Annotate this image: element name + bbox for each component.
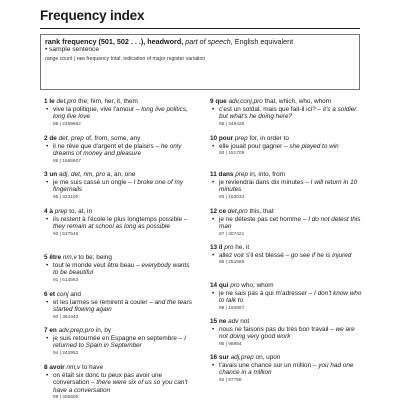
example-french: ils restent à l'école le plus longtemps possible – <box>53 215 188 223</box>
example-english: it's a soldier. but what's he doing here? <box>219 105 358 121</box>
example-english: there were six of us so you can't have a conversation <box>53 379 188 394</box>
example-english: I do not detest this man <box>219 215 361 231</box>
entry-frequency-stats: 92 | 97798 <box>219 377 242 383</box>
dictionary-entry <box>210 98 362 128</box>
entry-part-of-speech: adv <box>228 318 239 325</box>
bullet-icon: • <box>46 334 49 342</box>
entry-headword-line <box>210 318 362 326</box>
key-stats-line: range count | raw frequency total, indication of major register variation <box>45 55 206 62</box>
example-english: I will return in 10 minutes <box>219 178 358 194</box>
entry-number: 16 <box>210 354 218 361</box>
example-french: je me suis cassé un ongle – <box>53 178 132 186</box>
entry-gloss: to have <box>82 364 104 371</box>
entry-headword-line <box>210 98 362 106</box>
example-english: they remain at school as long as possible <box>53 223 170 231</box>
entry-number: 2 <box>44 135 48 142</box>
entry-headword-line <box>44 364 196 372</box>
dictionary-entry <box>210 318 362 348</box>
dictionary-entry <box>210 354 362 384</box>
entry-gloss: of, from, some, any <box>85 135 141 142</box>
entry-part-of-speech: prep <box>234 135 248 142</box>
example-english: go see if he is injured <box>290 251 352 259</box>
example-french: elle jouait pour gagner – <box>219 142 288 150</box>
entry-number: 10 <box>210 135 218 142</box>
entry-frequency-stats: 93 | 537546 <box>53 231 79 237</box>
entry-headword: qui <box>218 282 229 289</box>
bullet-icon: • <box>46 298 49 306</box>
example-french: et les larmes se remirent à couler – <box>53 298 153 306</box>
dictionary-entry <box>210 171 362 201</box>
dictionary-entry <box>44 364 196 401</box>
dictionary-entry <box>210 244 362 266</box>
entry-example <box>44 262 196 277</box>
entry-key-box <box>40 34 360 90</box>
entry-number: 11 <box>210 171 217 178</box>
entry-headword: un <box>49 171 58 178</box>
dictionary-entry <box>210 208 362 238</box>
entry-headword: à <box>49 208 53 215</box>
dictionary-entry <box>210 282 362 312</box>
entry-frequency-stats: 89 | 160867 <box>219 305 245 311</box>
entry-frequency-stats: 89 | 2359662 <box>53 121 81 127</box>
entry-part-of-speech: prep <box>235 171 249 178</box>
entry-headword-line <box>210 244 362 252</box>
entry-gloss: to, at, in <box>69 208 93 215</box>
bullet-icon: • <box>212 361 215 369</box>
dictionary-entry <box>44 135 196 165</box>
bullet-icon: • <box>46 178 49 186</box>
entry-headword: ne <box>218 318 227 325</box>
example-french: c'est un soldat. mais que fait-il ici? – <box>219 105 322 113</box>
entry-headword: il <box>218 244 223 251</box>
dictionary-entry <box>44 98 196 128</box>
bullet-icon: • <box>212 178 215 186</box>
example-french: t'avais une chance sur un million – <box>219 361 317 369</box>
example-french: nous ne faisons pas du très bon travail – <box>219 325 334 333</box>
entry-number: 3 <box>44 171 48 178</box>
example-english: long live politics, long live love <box>53 105 188 121</box>
key-format-bold: rank frequency (501, 502 . . .), headword, <box>45 37 184 46</box>
example-english: I returned to Spain in September <box>53 334 186 350</box>
entry-example <box>210 290 362 305</box>
entry-headword: et <box>49 291 56 298</box>
entry-headword: être <box>49 254 62 261</box>
bullet-icon: • <box>212 215 215 223</box>
entry-headword: pour <box>218 135 234 142</box>
entry-gloss: not <box>240 318 250 325</box>
example-english: he only dreams of money and pleasure <box>53 142 182 158</box>
entry-headword-line <box>210 282 362 290</box>
entry-part-of-speech: adj,prep <box>230 354 254 361</box>
example-french: on était six donc tu peux pas avoir une conversation – <box>53 371 163 387</box>
entry-number: 1 <box>44 98 48 105</box>
example-english: she played to win <box>289 142 339 150</box>
entry-frequency-stats: 93 | 151709 <box>219 151 245 157</box>
entry-headword: en <box>49 327 57 334</box>
entry-example <box>210 362 362 377</box>
entry-example <box>44 299 196 314</box>
entry-headword-line <box>44 254 196 262</box>
entry-example <box>44 106 196 121</box>
bullet-icon: • <box>212 105 215 113</box>
example-french: il ne rêve que d'argent et de plaisirs – <box>53 142 160 150</box>
title-rule <box>40 28 360 29</box>
entry-number: 7 <box>44 327 48 334</box>
entry-headword-line <box>210 354 362 362</box>
bullet-icon: • <box>212 142 215 150</box>
key-format-line <box>45 38 355 46</box>
entry-number: 9 <box>210 98 214 105</box>
dictionary-entry <box>210 135 362 157</box>
example-english: and the tears started flowing again <box>53 298 192 314</box>
entry-gloss: a, an, one <box>106 171 136 178</box>
entry-example <box>44 143 196 158</box>
example-english: I don't know who to talk to <box>219 289 362 305</box>
entry-headword: avoir <box>49 364 65 371</box>
entry-frequency-stats: 94 | 242952 <box>53 350 79 356</box>
entry-example <box>44 179 196 194</box>
entry-headword-line <box>44 98 196 106</box>
entry-gloss: and <box>70 291 81 298</box>
entry-frequency-stats: 88 | 348428 <box>219 121 245 127</box>
entry-number: 6 <box>44 291 48 298</box>
entry-frequency-stats: 87 | 307421 <box>219 231 245 237</box>
entry-number: 15 <box>210 318 218 325</box>
entry-headword-line <box>44 291 196 299</box>
entry-headword: ce <box>218 208 226 215</box>
entry-gloss: for, in order to <box>249 135 289 142</box>
entry-headword: le <box>49 98 55 105</box>
entry-headword: dans <box>218 171 234 178</box>
entry-gloss: he, it <box>235 244 250 251</box>
dictionary-entry <box>44 327 196 357</box>
entry-part-of-speech: adj, det, nm, pro <box>58 171 106 178</box>
entry-headword-line <box>210 135 362 143</box>
dictionary-entry <box>44 171 196 201</box>
entry-frequency-stats: 93 | 163033 <box>219 194 245 200</box>
entry-part-of-speech: prep <box>54 208 68 215</box>
bullet-icon: • <box>212 325 215 333</box>
bullet-icon: • <box>212 289 215 297</box>
entry-frequency-stats: 89 | 1665907 <box>53 158 81 164</box>
entry-part-of-speech: pro <box>224 244 234 251</box>
entry-gloss: on, upon <box>255 354 281 361</box>
dictionary-page <box>40 0 360 400</box>
entry-frequency-stats: 91 | 514563 <box>53 277 79 283</box>
entry-number: 5 <box>44 254 48 261</box>
key-format-italic: part of speech, <box>185 37 233 46</box>
bullet-icon: • <box>46 371 49 379</box>
example-french: je reviendrai dans dix minutes – <box>219 178 309 186</box>
entry-frequency-stats: 89 | 405600 <box>53 395 79 401</box>
example-french: vive la politique, vive l'amour – <box>53 105 140 113</box>
entry-example <box>210 143 362 151</box>
entry-example <box>210 106 362 121</box>
example-english: you had one chance in a million <box>219 361 354 377</box>
dictionary-entry <box>44 254 196 284</box>
entry-example <box>210 326 362 341</box>
dictionary-entry <box>44 208 196 238</box>
example-french: je ne déteste pas cet homme – <box>219 215 307 223</box>
entry-part-of-speech: nm,v <box>66 364 81 371</box>
entry-example <box>44 372 196 395</box>
example-french: tout le monde veut être beau – <box>53 261 140 269</box>
entry-example <box>210 179 362 194</box>
entry-gloss: in, by <box>95 327 112 334</box>
example-french: je ne sais pas à qui m'adresser – <box>219 289 313 297</box>
example-english: everybody wants to be beautiful <box>53 261 190 277</box>
entry-part-of-speech: nm,v <box>62 254 77 261</box>
entry-headword: que <box>215 98 227 105</box>
entry-number: 4 <box>44 208 48 215</box>
entry-frequency-stats: 93 | 364443 <box>53 314 79 320</box>
entry-headword-line <box>210 171 362 179</box>
bullet-icon: • <box>46 105 49 113</box>
page-title: Frequency index <box>40 8 145 23</box>
entry-frequency-stats: 86 | 251585 <box>219 260 245 266</box>
entry-headword-line <box>210 208 362 216</box>
dictionary-entry <box>44 291 196 321</box>
entry-headword: de <box>49 135 57 142</box>
entry-number: 14 <box>210 282 218 289</box>
bullet-icon: • <box>46 261 49 269</box>
entry-part-of-speech: adv,prep,pro <box>58 327 95 334</box>
bullet-icon: • <box>46 215 49 223</box>
entry-headword-line <box>44 208 196 216</box>
entry-example <box>210 252 362 260</box>
entry-gloss: who, whom <box>241 282 274 289</box>
entry-example <box>44 335 196 350</box>
example-english: we are not doing very good work <box>219 325 355 341</box>
entry-headword: sur <box>218 354 229 361</box>
entry-headword-line <box>44 171 196 179</box>
bullet-icon: • <box>212 251 215 259</box>
entry-example <box>44 216 196 231</box>
entry-gloss: the; him, her, it, them <box>78 98 138 105</box>
entry-headword-line <box>44 135 196 143</box>
example-french: allez voir s'il est blessé – <box>219 251 290 259</box>
key-format-rest: English equivalent <box>234 37 294 46</box>
entry-part-of-speech: det,pro <box>227 208 248 215</box>
example-french: je suis retournée en Espagne en septembre – <box>53 334 183 342</box>
entry-part-of-speech: adv,conj,pro <box>228 98 263 105</box>
entry-part-of-speech: pro <box>230 282 240 289</box>
entry-frequency-stats: 95 | 423100 <box>53 194 79 200</box>
entry-part-of-speech: det,pro <box>56 98 77 105</box>
entry-gloss: that, which, who, whom <box>264 98 332 105</box>
entry-gloss: to be; being <box>78 254 112 261</box>
entry-frequency-stats: 86 | 98954 <box>219 341 242 347</box>
entry-number: 8 <box>44 364 48 371</box>
key-sample-line: • sample sentence <box>45 46 99 54</box>
entry-part-of-speech: conj <box>56 291 69 298</box>
entry-example <box>210 216 362 231</box>
entry-gloss: this, that <box>249 208 274 215</box>
entry-number: 12 <box>210 208 218 215</box>
entry-gloss: in, into, from <box>249 171 285 178</box>
bullet-icon: • <box>46 142 49 150</box>
entry-part-of-speech: det, prep <box>58 135 84 142</box>
entry-number: 13 <box>210 244 218 251</box>
entry-headword-line <box>44 327 196 335</box>
example-english: I broke one of my fingernails <box>53 178 184 194</box>
